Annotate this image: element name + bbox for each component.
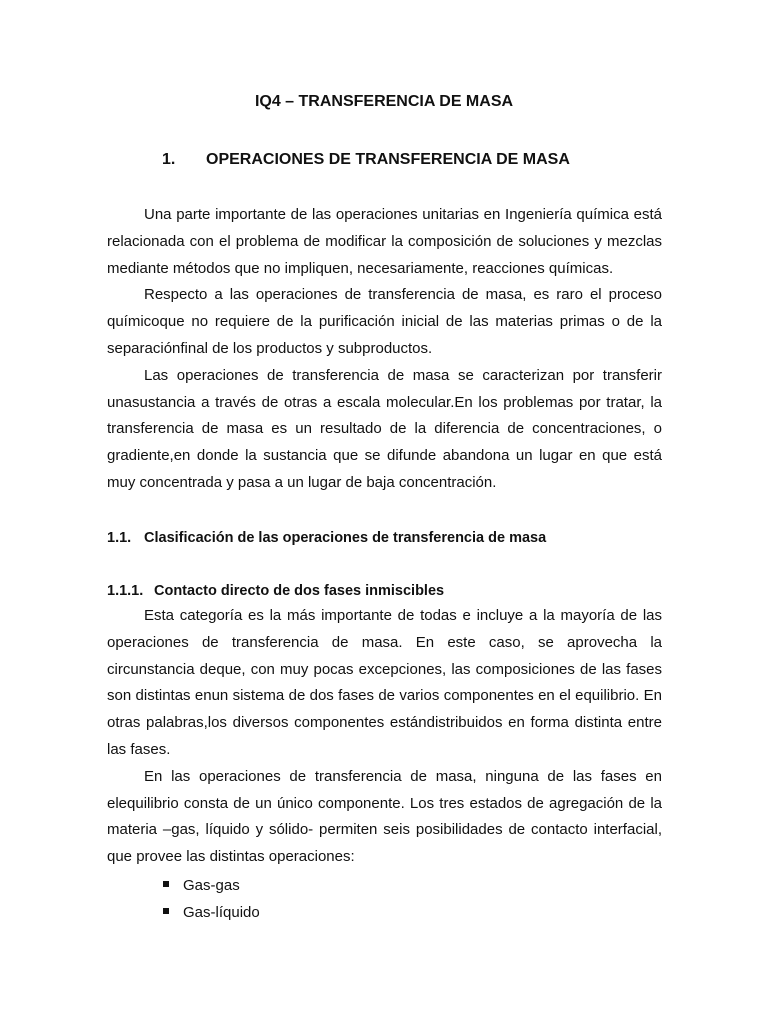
list-item: [163, 899, 260, 926]
paragraph: Las operaciones de transferencia de masa se caracterizan por transferir unasustancia a través de otras a escala molecular.En los problemas por tratar, la transferencia de masa es un resultado de la diferencia de concentraciones, o gradiente,en donde la sustancia que se difunde abandona un lugar en que está muy concentrada y pasa a un lugar de baja concentración.: [107, 366, 662, 491]
subsection-heading: [107, 528, 546, 548]
square-bullet-icon: [163, 908, 169, 914]
contact-paragraphs: [107, 603, 662, 871]
paragraph: Respecto a las operaciones de transferencia de masa, es raro el proceso químicoque no requiere de la purificación inicial de las materias primas o de la separaciónfinal de los productos y subproductos.: [107, 286, 662, 357]
paragraph: En las operaciones de transferencia de masa, ninguna de las fases en elequilibrio consta de un único componente. Los tres estados de agregación de la materia –gas, líquido y sólido- permiten seis posibilidades de contacto interfacial, que provee las distintas operaciones:: [107, 767, 662, 866]
subsubsection-heading: [107, 581, 444, 601]
subsubsection-title: Contacto directo de dos fases inmiscibles: [154, 583, 445, 599]
list-item-label: Gas-gas: [183, 877, 240, 894]
subsubsection-number: 1.1.1.: [107, 583, 144, 599]
subsection-number: 1.1.: [107, 530, 132, 546]
intro-paragraphs: [107, 202, 662, 497]
interface-list: [163, 872, 260, 926]
paragraph: Una parte importante de las operaciones unitarias en Ingeniería química está relacionada con el problema de modificar la composición de soluciones y mezclas mediante métodos que no impliquen, necesariamente, reacciones químicas.: [107, 206, 662, 277]
section-title: OPERACIONES DE TRANSFERENCIA DE MASA: [206, 151, 570, 168]
subsection-title: Clasificación de las operaciones de transferencia de masa: [144, 530, 547, 546]
section-number: 1.: [162, 151, 176, 168]
document-title: IQ4 – TRANSFERENCIA DE MASA: [254, 93, 514, 110]
list-item-label: Gas-líquido: [183, 904, 260, 921]
paragraph: Esta categoría es la más importante de todas e incluye a la mayoría de las operaciones de transferencia de masa. En este caso, se aprovecha la circunstancia deque, con muy pocas excepciones, las composiciones de las fases son distintas enun sistema de dos fases de varios componentes en el equilibrio. En otras palabras,los diversos componentes estándistribuidos en forma distinta entre las fases.: [107, 607, 662, 758]
list-item: [163, 872, 260, 899]
section-heading: [162, 150, 570, 170]
square-bullet-icon: [163, 881, 169, 887]
